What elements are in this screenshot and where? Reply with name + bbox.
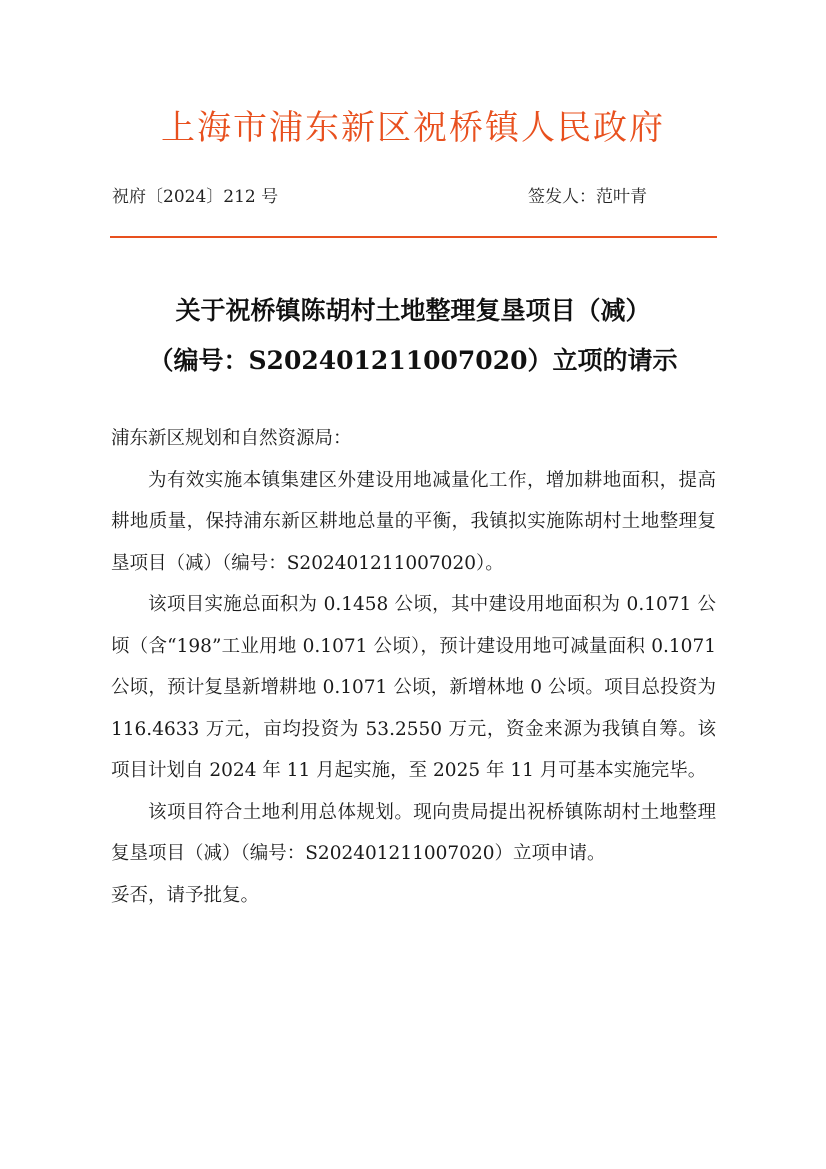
issuing-authority-header: 上海市浦东新区祝桥镇人民政府 [161,108,665,148]
body-paragraph-2: 该项目实施总面积为 0.1458 公顷，其中建设用地面积为 0.1071 公顷（含“198”工业用地 0.1071 公顷），预计建设用地可减量面积 0.1071 公顷，预计复垦新增耕地 0.1071 公顷，新增林地 0 公顷。项目总投资为 116.4633 万元，亩均投资为 53.2550 万元，资金来源为我镇自筹。该项目计划自 2024 年 11 月起实施，至 2025 年 11 月可基本实施完毕。 [111,594,716,781]
title-line-2: （编号：S202401211007020）立项的请示 [148,346,678,375]
closing-request: 妥否，请予批复。 [111,884,260,906]
document-body [111,418,716,916]
body-paragraph-3: 该项目符合土地利用总体规划。现向贵局提出祝桥镇陈胡村土地整理复垦项目（减）（编号：S202401211007020）立项申请。 [111,801,716,864]
document-number: 祝府〔2024〕212 号 [112,187,279,207]
title-line-1: 关于祝桥镇陈胡村土地整理复垦项目（减） [175,296,651,325]
body-paragraph-1: 为有效实施本镇集建区外建设用地减量化工作，增加耕地面积，提高耕地质量，保持浦东新区耕地总量的平衡，我镇拟实施陈胡村土地整理复垦项目（减）（编号：S202401211007020）。 [111,469,716,574]
header-divider [110,236,717,238]
document-title [100,286,726,386]
signer: 签发人：范叶青 [528,187,647,207]
salutation: 浦东新区规划和自然资源局： [111,428,352,449]
